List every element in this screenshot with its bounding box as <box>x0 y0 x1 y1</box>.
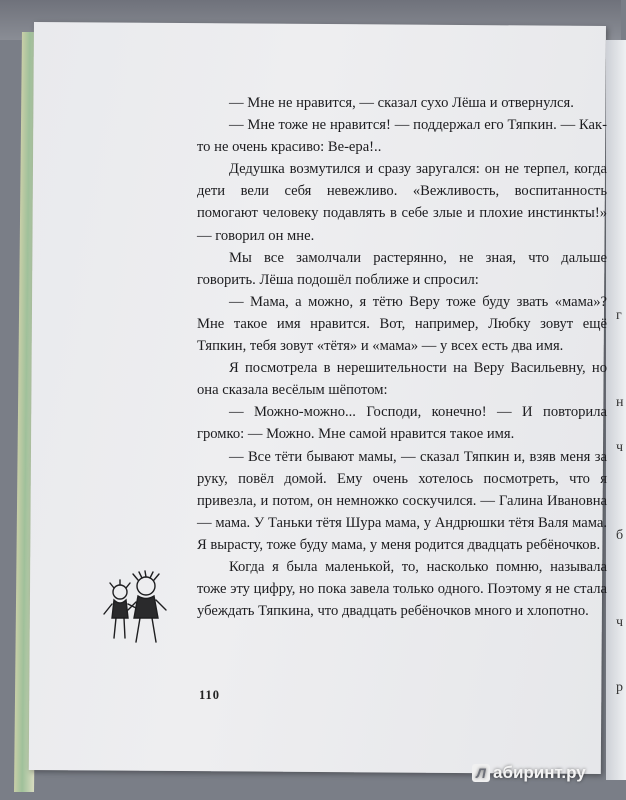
paragraph: — Все тёти бывают мамы, — сказал Тяпкин и, взяв меня за руку, повёл домой. Ему очень хотелось посмотреть, что я привезла, и потом, он немножко соскучился. — Галина Ивановна — мама. У Таньки тётя Шура мама, у Андрюшки тётя Валя мама. Я вырасту, тоже буду мама, у меня родится двадцать ребёночков. <box>197 448 607 553</box>
adjacent-page-char: г <box>616 308 622 323</box>
adjacent-page-char: ч <box>616 615 624 630</box>
paragraph: Дедушка возмутился и сразу заругался: он не терпел, когда дети вели себя невежливо. «Вежливость, воспитанность помогают человеку подавлять в себе злые и плохие инстинкты!» — говорил он мне. <box>197 161 607 244</box>
watermark-logo-icon: Л <box>472 764 490 782</box>
page-body-text <box>197 92 607 622</box>
paragraph: Мы все замолчали растерянно, не зная, что дальше говорить. Лёша подошёл поближе и спросил: <box>197 249 607 288</box>
adjacent-page-char: ч <box>616 440 624 455</box>
adjacent-page-char: б <box>616 528 624 543</box>
adjacent-page-char: н <box>616 395 624 410</box>
adjacent-page-edge <box>606 40 626 780</box>
paragraph: Когда я была маленькой, то, насколько помню, называла тоже эту цифру, но пока завела только одного. Поэтому я не стала убеждать Тяпкина, что двадцать ребёночков много и хлопотно. <box>197 558 607 620</box>
site-watermark <box>472 763 586 783</box>
paragraph: — Мне не нравится, — сказал сухо Лёша и отвернулся. <box>229 95 574 111</box>
paragraph: — Мне тоже не нравится! — поддержал его Тяпкин. — Как-то не очень красиво: Ве-ера!.. <box>197 117 607 156</box>
paragraph: — Мама, а можно, я тётю Веру тоже буду звать «мама»? Мне такое имя нравится. Вот, например, Любку зовут ещё Тяпкин, тебя зовут «тётя» и «мама» — у всех есть два имя. <box>197 293 607 355</box>
paragraph: Я посмотрела в нерешительности на Веру Васильевну, но она сказала весёлым шёпотом: <box>197 360 607 399</box>
adjacent-page-char: р <box>616 680 623 695</box>
watermark-text: абиринт.ру <box>493 763 586 782</box>
paragraph: — Можно-можно... Господи, конечно! — И повторила громко: — Можно. Мне самой нравится такое имя. <box>197 404 607 443</box>
page-number: 110 <box>199 688 221 702</box>
children-illustration <box>98 568 178 650</box>
